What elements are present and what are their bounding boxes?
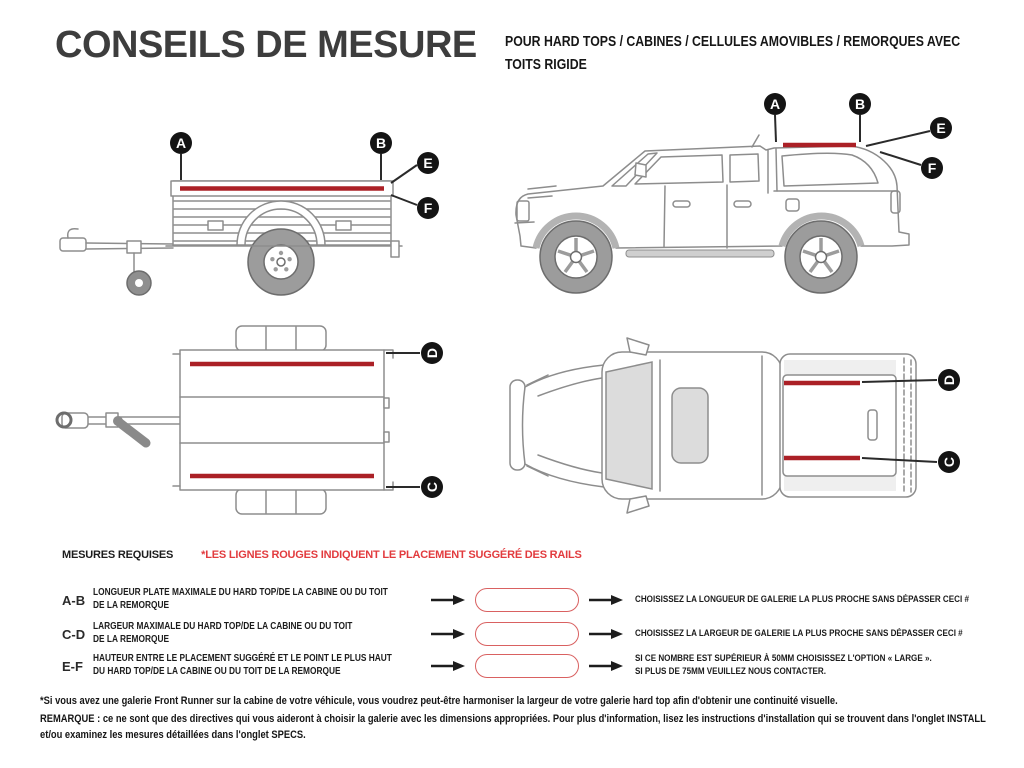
measurement-field-ab (475, 588, 579, 612)
truck-side-view-diagram (500, 85, 1024, 300)
label-a-marker (764, 93, 786, 142)
measurement-field-ef (475, 654, 579, 678)
rear-wheel (785, 221, 857, 293)
measurements-title: MESURES REQUISES (62, 549, 174, 561)
side-mirror (635, 163, 646, 177)
label-b-marker (370, 132, 392, 180)
windshield (606, 362, 652, 489)
label-d: D (941, 374, 957, 386)
truck-top-body (510, 338, 916, 513)
label-f-marker (391, 195, 439, 219)
measurement-instruction-ab: CHOISISSEZ LA LONGUEUR DE GALERIE LA PLUS PROCHE SANS DÉPASSER CECI # (635, 593, 969, 605)
side-mirror-left (627, 338, 649, 355)
footer-note-1: *Si vous avez une galerie Front Runner sur la cabine de votre véhicule, vous voudrez peut-être harmoniser la largeur de votre galerie hard top afin d'obtenir une continuité visuelle. (40, 695, 838, 707)
truck-top-view-drawing (500, 330, 970, 520)
label-b-marker (849, 93, 871, 142)
footer-slot (40, 694, 1000, 746)
measurements-header (62, 549, 582, 561)
label-e-marker (391, 152, 439, 183)
arrow-right-icon (431, 660, 465, 672)
measurement-row-ab (62, 584, 1017, 616)
measurement-field-cd (475, 622, 579, 646)
jockey-handle (120, 423, 146, 443)
label-e: E (936, 120, 946, 136)
trailer-top-body (57, 326, 393, 514)
measurement-description-ef: HAUTEUR ENTRE LE PLACEMENT SUGGÉRÉ ET LE POINT LE PLUS HAUT DU HARD TOP/DE LA CABINE OU DU TOIT DE LA REMORQUE (93, 653, 392, 677)
measurement-key-cd: C-D (62, 626, 86, 642)
label-d-marker (386, 342, 443, 364)
measurement-row-cd (62, 618, 1017, 650)
red-lines-note: *LES LIGNES ROUGES INDIQUENT LE PLACEMENT SUGGÉRÉ DES RAILS (201, 549, 582, 561)
trailer-wheel (248, 229, 314, 295)
label-a-marker (170, 132, 192, 180)
label-b: B (375, 135, 387, 151)
arrow-right-icon (589, 594, 623, 606)
measurement-key-ab: A-B (62, 592, 86, 608)
trailer-top-view-diagram (40, 320, 470, 520)
label-b: B (854, 96, 866, 112)
label-f: F (423, 200, 433, 216)
sunroof (672, 388, 708, 463)
page-subtitle-slot (505, 31, 995, 76)
truck-side-body (515, 135, 909, 293)
arrow-right-icon (431, 594, 465, 606)
side-mirror-right (627, 496, 649, 513)
page-title: CONSEILS DE MESURE (55, 24, 477, 66)
truck-side-view-drawing (500, 85, 1024, 300)
label-e-marker (866, 117, 952, 146)
arrow-right-icon (431, 628, 465, 640)
label-c-marker (386, 476, 443, 498)
trailer-side-body (60, 181, 402, 295)
front-wheel (540, 221, 612, 293)
arrow-right-icon (589, 628, 623, 640)
measurement-row-ef (62, 650, 1017, 682)
label-c: C (941, 456, 957, 468)
footer-note-2: REMARQUE : ce ne sont que des directives qui vous aideront à choisir la galerie avec les dimensions appropriées. Pour plus d'information, lisez les instructions d'installation qui se trouvent dans l'onglet INSTALL et/ou examinez les mesures détaillées dans l'onglet SPECS. (40, 712, 986, 741)
measurement-instruction-ef: SI CE NOMBRE EST SUPÉRIEUR À 50MM CHOISISSEZ L'OPTION « LARGE ». SI PLUS DE 75MM VEUILLEZ NOUS CONTACTER. (635, 653, 932, 677)
label-e: E (423, 155, 433, 171)
canopy-roof (783, 375, 896, 476)
label-f: F (927, 160, 937, 176)
trailer-top-view-drawing (40, 320, 470, 520)
truck-top-view-diagram (500, 330, 970, 520)
measurement-key-ef: E-F (62, 658, 83, 674)
page-subtitle: POUR HARD TOPS / CABINES / CELLULES AMOVIBLES / REMORQUES AVEC TOITS RIGIDE (505, 33, 961, 73)
trailer-side-view-drawing (40, 95, 460, 310)
measurement-description-ab: LONGUEUR PLATE MAXIMALE DU HARD TOP/DE LA CABINE OU DU TOIT DE LA REMORQUE (93, 587, 388, 611)
label-a: A (769, 96, 781, 112)
trailer-side-view-diagram (40, 95, 460, 310)
arrow-right-icon (589, 660, 623, 672)
label-c: C (424, 481, 440, 493)
measurement-instruction-cd: CHOISISSEZ LA LARGEUR DE GALERIE LA PLUS PROCHE SANS DÉPASSER CECI # (635, 627, 963, 639)
footer-notes (40, 694, 992, 744)
label-d: D (424, 347, 440, 359)
measurement-description-cd: LARGEUR MAXIMALE DU HARD TOP/DE LA CABINE OU DU TOIT DE LA REMORQUE (93, 621, 353, 645)
label-a: A (175, 135, 187, 151)
